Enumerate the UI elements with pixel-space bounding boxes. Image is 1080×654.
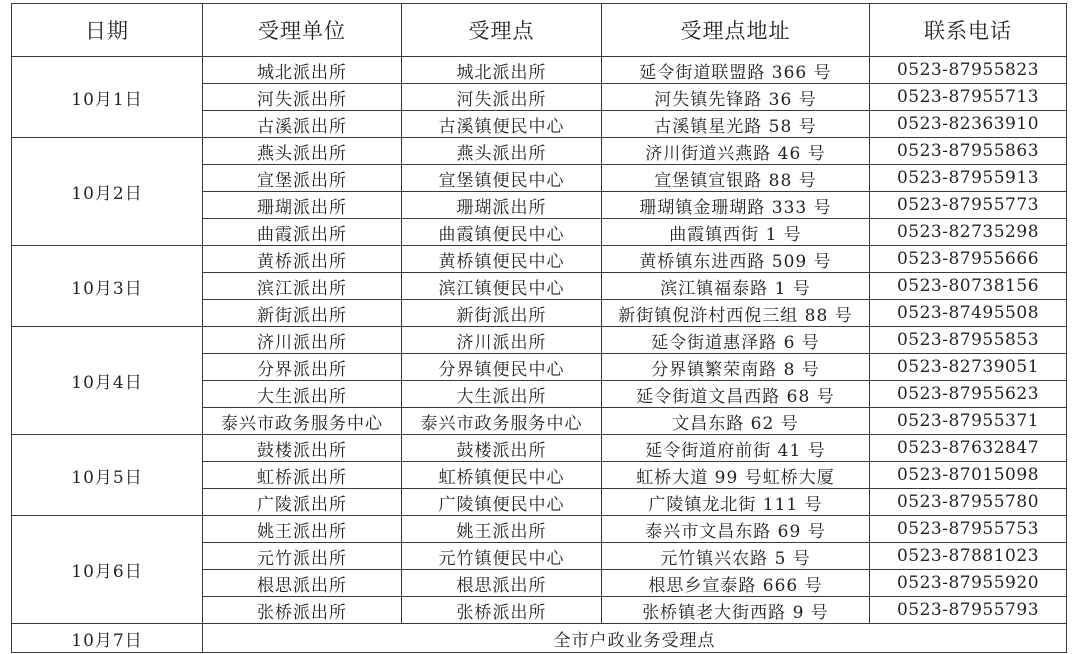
unit-cell: 广陵派出所 (203, 489, 402, 516)
point-cell: 宣堡镇便民中心 (402, 165, 602, 192)
address-cell: 分界镇繁荣南路 8 号 (602, 354, 870, 381)
header-phone: 联系电话 (870, 4, 1067, 57)
table-row (12, 246, 1067, 273)
unit-cell: 泰兴市政务服务中心 (203, 408, 402, 435)
address-cell: 珊瑚镇金珊瑚路 333 号 (602, 192, 870, 219)
phone-cell: 0523-87955793 (870, 597, 1067, 624)
header-address: 受理点地址 (602, 4, 870, 57)
unit-cell: 分界派出所 (203, 354, 402, 381)
table-row (12, 138, 1067, 165)
header-point: 受理点 (402, 4, 602, 57)
date-cell: 10月2日 (12, 138, 203, 246)
unit-cell: 燕头派出所 (203, 138, 402, 165)
date-cell: 10月7日 (12, 624, 203, 653)
unit-cell: 河失派出所 (203, 84, 402, 111)
unit-cell: 济川派出所 (203, 327, 402, 354)
unit-cell: 宣堡派出所 (203, 165, 402, 192)
point-cell: 泰兴市政务服务中心 (402, 408, 602, 435)
table-row (12, 327, 1067, 354)
point-cell: 大生派出所 (402, 381, 602, 408)
address-cell: 河失镇先锋路 36 号 (602, 84, 870, 111)
point-cell: 河失派出所 (402, 84, 602, 111)
unit-cell: 鼓楼派出所 (203, 435, 402, 462)
phone-cell: 0523-87632847 (870, 435, 1067, 462)
unit-cell: 张桥派出所 (203, 597, 402, 624)
phone-cell: 0523-87955853 (870, 327, 1067, 354)
point-cell: 鼓楼派出所 (402, 435, 602, 462)
date-cell: 10月4日 (12, 327, 203, 435)
address-cell: 延令街道府前街 41 号 (602, 435, 870, 462)
unit-cell: 元竹派出所 (203, 543, 402, 570)
phone-cell: 0523-87955666 (870, 246, 1067, 273)
phone-cell: 0523-87955913 (870, 165, 1067, 192)
unit-cell: 珊瑚派出所 (203, 192, 402, 219)
address-cell: 延令街道联盟路 366 号 (602, 57, 870, 84)
address-cell: 黄桥镇东进西路 509 号 (602, 246, 870, 273)
table-row (12, 435, 1067, 462)
point-cell: 姚王派出所 (402, 516, 602, 543)
point-cell: 新街派出所 (402, 300, 602, 327)
phone-cell: 0523-82363910 (870, 111, 1067, 138)
address-cell: 宣堡镇宣银路 88 号 (602, 165, 870, 192)
date-cell: 10月3日 (12, 246, 203, 327)
address-cell: 泰兴市文昌东路 69 号 (602, 516, 870, 543)
unit-cell: 城北派出所 (203, 57, 402, 84)
point-cell: 城北派出所 (402, 57, 602, 84)
unit-cell: 虹桥派出所 (203, 462, 402, 489)
table-row (12, 624, 1067, 653)
phone-cell: 0523-87955753 (870, 516, 1067, 543)
point-cell: 元竹镇便民中心 (402, 543, 602, 570)
address-cell: 延令街道惠泽路 6 号 (602, 327, 870, 354)
unit-cell: 新街派出所 (203, 300, 402, 327)
address-cell: 元竹镇兴农路 5 号 (602, 543, 870, 570)
point-cell: 古溪镇便民中心 (402, 111, 602, 138)
phone-cell: 0523-87955773 (870, 192, 1067, 219)
point-cell: 济川派出所 (402, 327, 602, 354)
address-cell: 济川街道兴燕路 46 号 (602, 138, 870, 165)
point-cell: 曲霞镇便民中心 (402, 219, 602, 246)
address-cell: 曲霞镇西街 1 号 (602, 219, 870, 246)
phone-cell: 0523-87881023 (870, 543, 1067, 570)
schedule-table (11, 3, 1067, 653)
point-cell: 燕头派出所 (402, 138, 602, 165)
phone-cell: 0523-82735298 (870, 219, 1067, 246)
phone-cell: 0523-80738156 (870, 273, 1067, 300)
unit-cell: 姚王派出所 (203, 516, 402, 543)
unit-cell: 曲霞派出所 (203, 219, 402, 246)
phone-cell: 0523-87955823 (870, 57, 1067, 84)
phone-cell: 0523-82739051 (870, 354, 1067, 381)
unit-cell: 根思派出所 (203, 570, 402, 597)
header-unit: 受理单位 (203, 4, 402, 57)
point-cell: 虹桥镇便民中心 (402, 462, 602, 489)
unit-cell: 大生派出所 (203, 381, 402, 408)
address-cell: 延令街道文昌西路 68 号 (602, 381, 870, 408)
point-cell: 滨江镇便民中心 (402, 273, 602, 300)
address-cell: 广陵镇龙北街 111 号 (602, 489, 870, 516)
address-cell: 张桥镇老大街西路 9 号 (602, 597, 870, 624)
point-cell: 根思派出所 (402, 570, 602, 597)
address-cell: 古溪镇星光路 58 号 (602, 111, 870, 138)
unit-cell: 黄桥派出所 (203, 246, 402, 273)
table-row (12, 57, 1067, 84)
address-cell: 新街镇倪浒村西倪三组 88 号 (602, 300, 870, 327)
header-row (12, 4, 1067, 57)
date-cell: 10月6日 (12, 516, 203, 624)
point-cell: 珊瑚派出所 (402, 192, 602, 219)
schedule-body (12, 57, 1067, 653)
phone-cell: 0523-87495508 (870, 300, 1067, 327)
address-cell: 根思乡宣泰路 666 号 (602, 570, 870, 597)
point-cell: 张桥派出所 (402, 597, 602, 624)
unit-cell: 滨江派出所 (203, 273, 402, 300)
address-cell: 虹桥大道 99 号虹桥大厦 (602, 462, 870, 489)
header-date: 日期 (12, 4, 203, 57)
date-cell: 10月1日 (12, 57, 203, 138)
all-city-note-cell: 全市户政业务受理点 (203, 624, 1067, 653)
table-row (12, 516, 1067, 543)
phone-cell: 0523-87955623 (870, 381, 1067, 408)
phone-cell: 0523-87015098 (870, 462, 1067, 489)
date-cell: 10月5日 (12, 435, 203, 516)
phone-cell: 0523-87955920 (870, 570, 1067, 597)
point-cell: 分界镇便民中心 (402, 354, 602, 381)
point-cell: 黄桥镇便民中心 (402, 246, 602, 273)
unit-cell: 古溪派出所 (203, 111, 402, 138)
phone-cell: 0523-87955371 (870, 408, 1067, 435)
address-cell: 文昌东路 62 号 (602, 408, 870, 435)
phone-cell: 0523-87955780 (870, 489, 1067, 516)
point-cell: 广陵镇便民中心 (402, 489, 602, 516)
phone-cell: 0523-87955713 (870, 84, 1067, 111)
phone-cell: 0523-87955863 (870, 138, 1067, 165)
address-cell: 滨江镇福泰路 1 号 (602, 273, 870, 300)
